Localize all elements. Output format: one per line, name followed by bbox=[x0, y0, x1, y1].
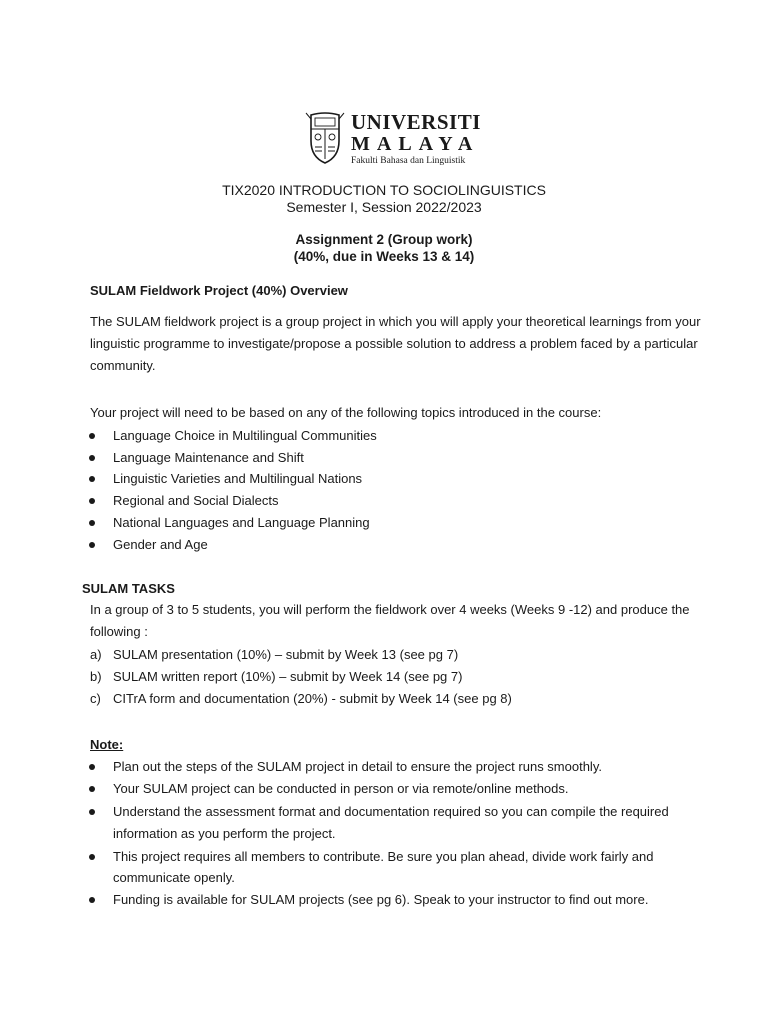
topic-item: Gender and Age bbox=[113, 537, 208, 552]
bullet-icon bbox=[89, 854, 95, 860]
assignment-weight: (40%, due in Weeks 13 & 14) bbox=[293, 249, 475, 264]
course-title: TIX2020 INTRODUCTION TO SOCIOLINGUISTICS bbox=[222, 182, 546, 198]
overview-para-line-1: The SULAM fieldwork project is a group project in which you will apply your theoretical learnings from your bbox=[90, 314, 701, 329]
task-marker: a) bbox=[90, 647, 102, 662]
bullet-icon bbox=[89, 498, 95, 504]
bullet-icon bbox=[89, 433, 95, 439]
task-item: SULAM written report (10%) – submit by Week 14 (see pg 7) bbox=[113, 669, 463, 684]
note-heading: Note: bbox=[90, 737, 124, 752]
bullet-icon bbox=[89, 542, 95, 548]
bullet-icon bbox=[89, 476, 95, 482]
note-item: Understand the assessment format and documentation required so you can compile the required bbox=[113, 804, 669, 819]
logo-university-text: UNIVERSITI bbox=[351, 110, 481, 134]
task-item: SULAM presentation (10%) – submit by Week 13 (see pg 7) bbox=[113, 647, 459, 662]
topic-item: National Languages and Language Planning bbox=[113, 515, 370, 530]
logo-malaya-text: MALAYA bbox=[351, 133, 480, 155]
task-marker: c) bbox=[90, 691, 101, 706]
university-crest-icon bbox=[305, 111, 345, 165]
topic-item: Language Choice in Multilingual Communities bbox=[113, 428, 377, 443]
tasks-intro-line-1: In a group of 3 to 5 students, you will perform the fieldwork over 4 weeks (Weeks 9 -12) and produce the bbox=[90, 602, 690, 617]
task-item: CITrA form and documentation (20%) - submit by Week 14 (see pg 8) bbox=[113, 691, 512, 706]
note-item-continued: communicate openly. bbox=[113, 870, 235, 885]
logo-faculty-text: Fakulti Bahasa dan Linguistik bbox=[351, 156, 466, 166]
tasks-heading: SULAM TASKS bbox=[82, 581, 175, 596]
bullet-icon bbox=[89, 897, 95, 903]
note-item: Funding is available for SULAM projects (see pg 6). Speak to your instructor to find out more. bbox=[113, 892, 649, 907]
note-item: Plan out the steps of the SULAM project in detail to ensure the project runs smoothly. bbox=[113, 759, 602, 774]
topic-item: Language Maintenance and Shift bbox=[113, 450, 304, 465]
note-item-continued: information as you perform the project. bbox=[113, 826, 336, 841]
topic-item: Linguistic Varieties and Multilingual Nations bbox=[113, 471, 363, 486]
overview-para-line-3: community. bbox=[90, 358, 156, 373]
bullet-icon bbox=[89, 786, 95, 792]
overview-para-line-2: linguistic programme to investigate/propose a possible solution to address a problem faced by a particular bbox=[90, 336, 698, 351]
university-logo bbox=[305, 110, 481, 169]
task-marker: b) bbox=[90, 669, 102, 684]
topic-item: Regional and Social Dialects bbox=[113, 493, 279, 508]
bullet-icon bbox=[89, 455, 95, 461]
bullet-icon bbox=[89, 809, 95, 815]
note-item: This project requires all members to contribute. Be sure you plan ahead, divide work fairly and bbox=[113, 849, 654, 864]
tasks-intro-line-2: following : bbox=[90, 624, 148, 639]
overview-heading: SULAM Fieldwork Project (40%) Overview bbox=[90, 283, 348, 298]
topics-intro: Your project will need to be based on any of the following topics introduced in the course: bbox=[90, 405, 602, 420]
bullet-icon bbox=[89, 520, 95, 526]
note-item: Your SULAM project can be conducted in person or via remote/online methods. bbox=[113, 781, 569, 796]
bullet-icon bbox=[89, 764, 95, 770]
assignment-title: Assignment 2 (Group work) bbox=[295, 232, 473, 247]
semester-line: Semester I, Session 2022/2023 bbox=[286, 199, 482, 215]
